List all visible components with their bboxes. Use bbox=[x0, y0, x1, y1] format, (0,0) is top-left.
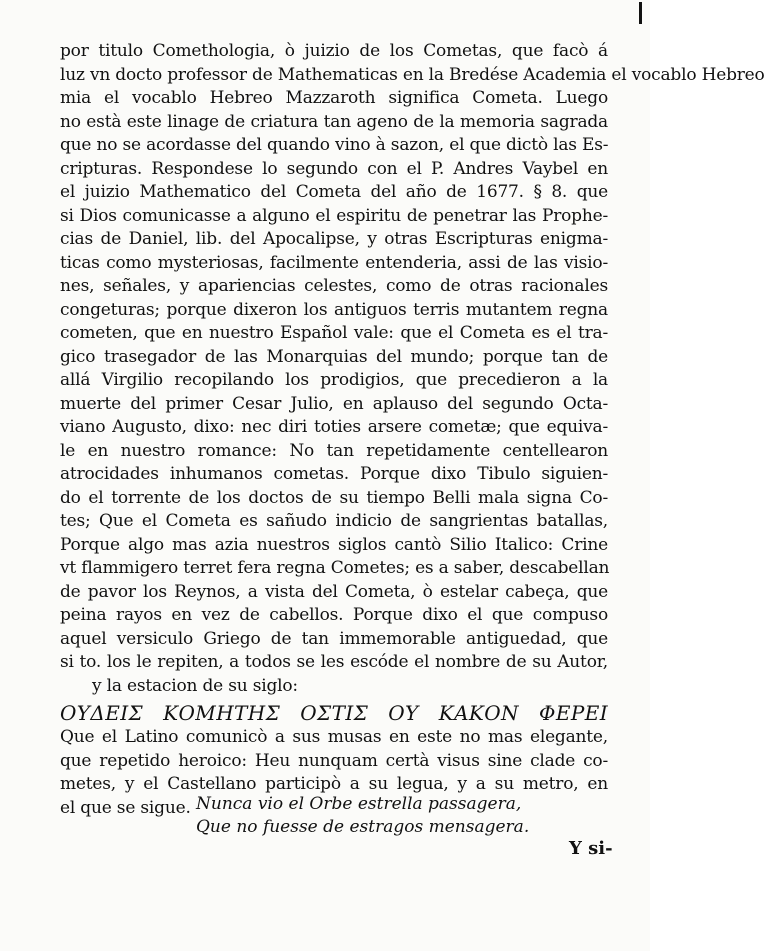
main-text bbox=[60, 40, 765, 820]
verse-line: Que no fuesse de estragos mensagera. bbox=[196, 817, 530, 837]
text-line: viano Augusto, dixo: nec diri toties arsere cometæ; que equiva- bbox=[60, 417, 608, 437]
text-line: gico trasegador de las Monarquias del mundo; porque tan de bbox=[60, 346, 608, 367]
greek-verse-line: ΟΥΔΕΙΣ ΚΟΜΗΤΗΣ ΟΣΤΙΣ ΟΥ ΚΑΚΟΝ ΦΕΡΕΙ bbox=[60, 701, 608, 725]
text-line: do el torrente de los doctos de su tiempo Belli mala signa Co- bbox=[60, 487, 608, 508]
text-line: le en nuestro romance: No tan repetidamente centellearon bbox=[60, 440, 608, 461]
text-line: congeturas; porque dixeron los antiguos terris mutantem regna bbox=[60, 299, 608, 320]
text-line: cometen, que en nuestro Español vale: que el Cometa es el tra- bbox=[60, 323, 608, 343]
text-line: atrocidades inhumanos cometas. Porque dixo Tibulo siguien- bbox=[60, 464, 608, 484]
text-line: por titulo Comethologia, ò juizio de los Cometas, que facò á bbox=[60, 41, 608, 61]
text-line: que repetido heroico: Heu nunquam certà visus sine clade co- bbox=[60, 750, 608, 771]
catchword: Y si- bbox=[569, 838, 613, 859]
text-line: el que se sigue. bbox=[60, 797, 191, 818]
text-line: y la estacion de su siglo: bbox=[92, 675, 298, 696]
text-line: metes, y el Castellano participò a su legua, y a su metro, en bbox=[60, 774, 608, 794]
spanish-verse bbox=[196, 793, 529, 839]
text-line: nes, señales, y apariencias celestes, como de otras racionales bbox=[60, 276, 608, 296]
text-line: muerte del primer Cesar Julio, en aplauso del segundo Octa- bbox=[60, 393, 608, 414]
text-line: luz vn docto professor de Mathematicas en la Bredése Academia el vocablo Hebreo bbox=[60, 64, 765, 85]
text-line: de pavor los Reynos, a vista del Cometa, ò estelar cabeça, que bbox=[60, 581, 608, 602]
text-line: cripturas. Respondese lo segundo con el P. Andres Vaybel en bbox=[60, 158, 608, 179]
corner-mark bbox=[639, 2, 642, 24]
text-line: allá Virgilio recopilando los prodigios, que precedieron a la bbox=[60, 370, 608, 390]
text-line: si to. los le repiten, a todos se les escóde el nombre de su Autor, bbox=[60, 652, 608, 672]
verse-line: Nunca vio el Orbe estrella passagera, bbox=[196, 794, 522, 814]
text-line: peina rayos en vez de cabellos. Porque dixo el que compuso bbox=[60, 605, 608, 625]
text-line: el juizio Mathematico del Cometa del año de 1677. § 8. que bbox=[60, 182, 608, 202]
text-line: cias de Daniel, lib. del Apocalipse, y otras Escripturas enigma- bbox=[60, 229, 608, 249]
text-line: Porque algo mas azia nuestros siglos cantò Silio Italico: Crine bbox=[60, 534, 608, 555]
text-line: vt flammigero terret fera regna Cometes; es a saber, descabellan bbox=[60, 558, 610, 578]
text-line: aquel versiculo Griego de tan immemorable antiguedad, que bbox=[60, 628, 608, 649]
text-line: ticas como mysteriosas, facilmente entenderia, assi de las visio- bbox=[60, 252, 608, 273]
text-line: Que el Latino comunicò a sus musas en este no mas elegante, bbox=[60, 727, 608, 747]
text-line: mia el vocablo Hebreo Mazzaroth significa Cometa. Luego bbox=[60, 88, 608, 108]
text-line: tes; Que el Cometa es sañudo indicio de sangrientas batallas, bbox=[60, 511, 608, 531]
text-line: si Dios comunicasse a alguno el espiritu de penetrar las Prophe- bbox=[60, 205, 608, 226]
text-line: que no se acordasse del quando vino à sazon, el que dictò las Es- bbox=[60, 135, 609, 155]
text-line: no està este linage de criatura tan ageno de la memoria sagrada bbox=[60, 111, 608, 132]
